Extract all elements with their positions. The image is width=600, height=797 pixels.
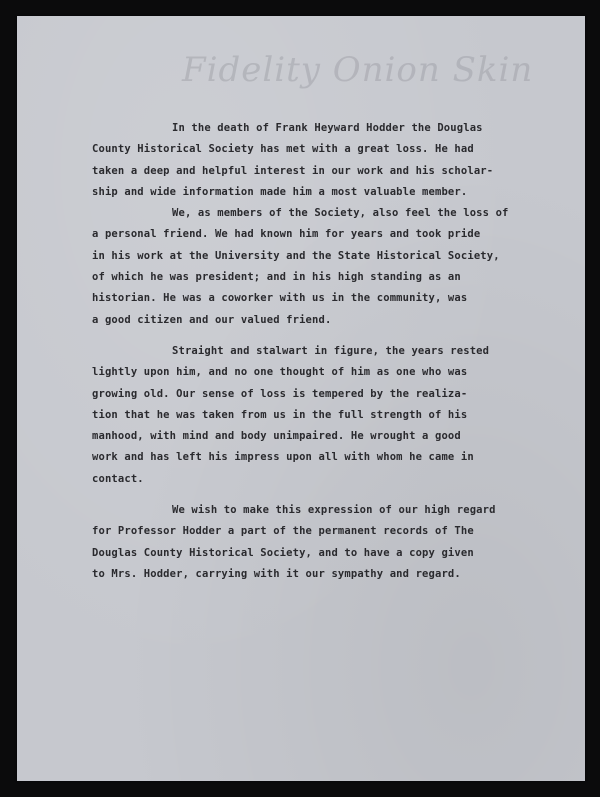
text-line: We wish to make this expression of our high regard [172,504,496,517]
paragraph [92,341,542,490]
paragraph [92,500,542,585]
text-line: for Professor Hodder a part of the permanent records of The [92,525,474,538]
text-line: In the death of Frank Heyward Hodder the Douglas [172,122,483,134]
text-line: growing old. Our sense of loss is tempered by the realiza- [92,387,468,400]
paragraph-gap [92,490,542,500]
text-line: contact. [92,472,144,485]
text-line: manhood, with mind and body unimpaired. He wrought a good [92,430,461,443]
paragraph [92,118,542,203]
text-line: We, as members of the Society, also feel the loss of [172,207,509,220]
text-line: Straight and stalwart in figure, the years rested [172,344,490,357]
text-line: a personal friend. We had known him for years and took pride [92,228,481,241]
text-line: of which he was president; and in his high standing as an [92,271,461,284]
text-line: lightly upon him, and no one thought of him as one who was [92,366,468,379]
text-line: tion that he was taken from us in the full strength of his [92,408,468,421]
text-line: a good citizen and our valued friend. [92,313,332,326]
text-line: taken a deep and helpful interest in our work and his scholar- [92,164,494,177]
text-line: historian. He was a coworker with us in the community, was [92,292,468,305]
text-line: in his work at the University and the State Historical Society, [92,249,500,262]
paragraph-gap [92,331,542,341]
text-line: County Historical Society has met with a great loss. He had [92,143,474,156]
text-line: Douglas County Historical Society, and to have a copy given [92,546,474,559]
text-line: work and has left his impress upon all with whom he came in [92,451,474,464]
document-body [92,118,542,585]
text-line: to Mrs. Hodder, carrying with it our sympathy and regard. [92,567,461,580]
paper-watermark: Fidelity Onion Skin [182,50,534,90]
text-line: ship and wide information made him a most valuable member. [92,185,468,198]
paragraph [92,203,542,331]
